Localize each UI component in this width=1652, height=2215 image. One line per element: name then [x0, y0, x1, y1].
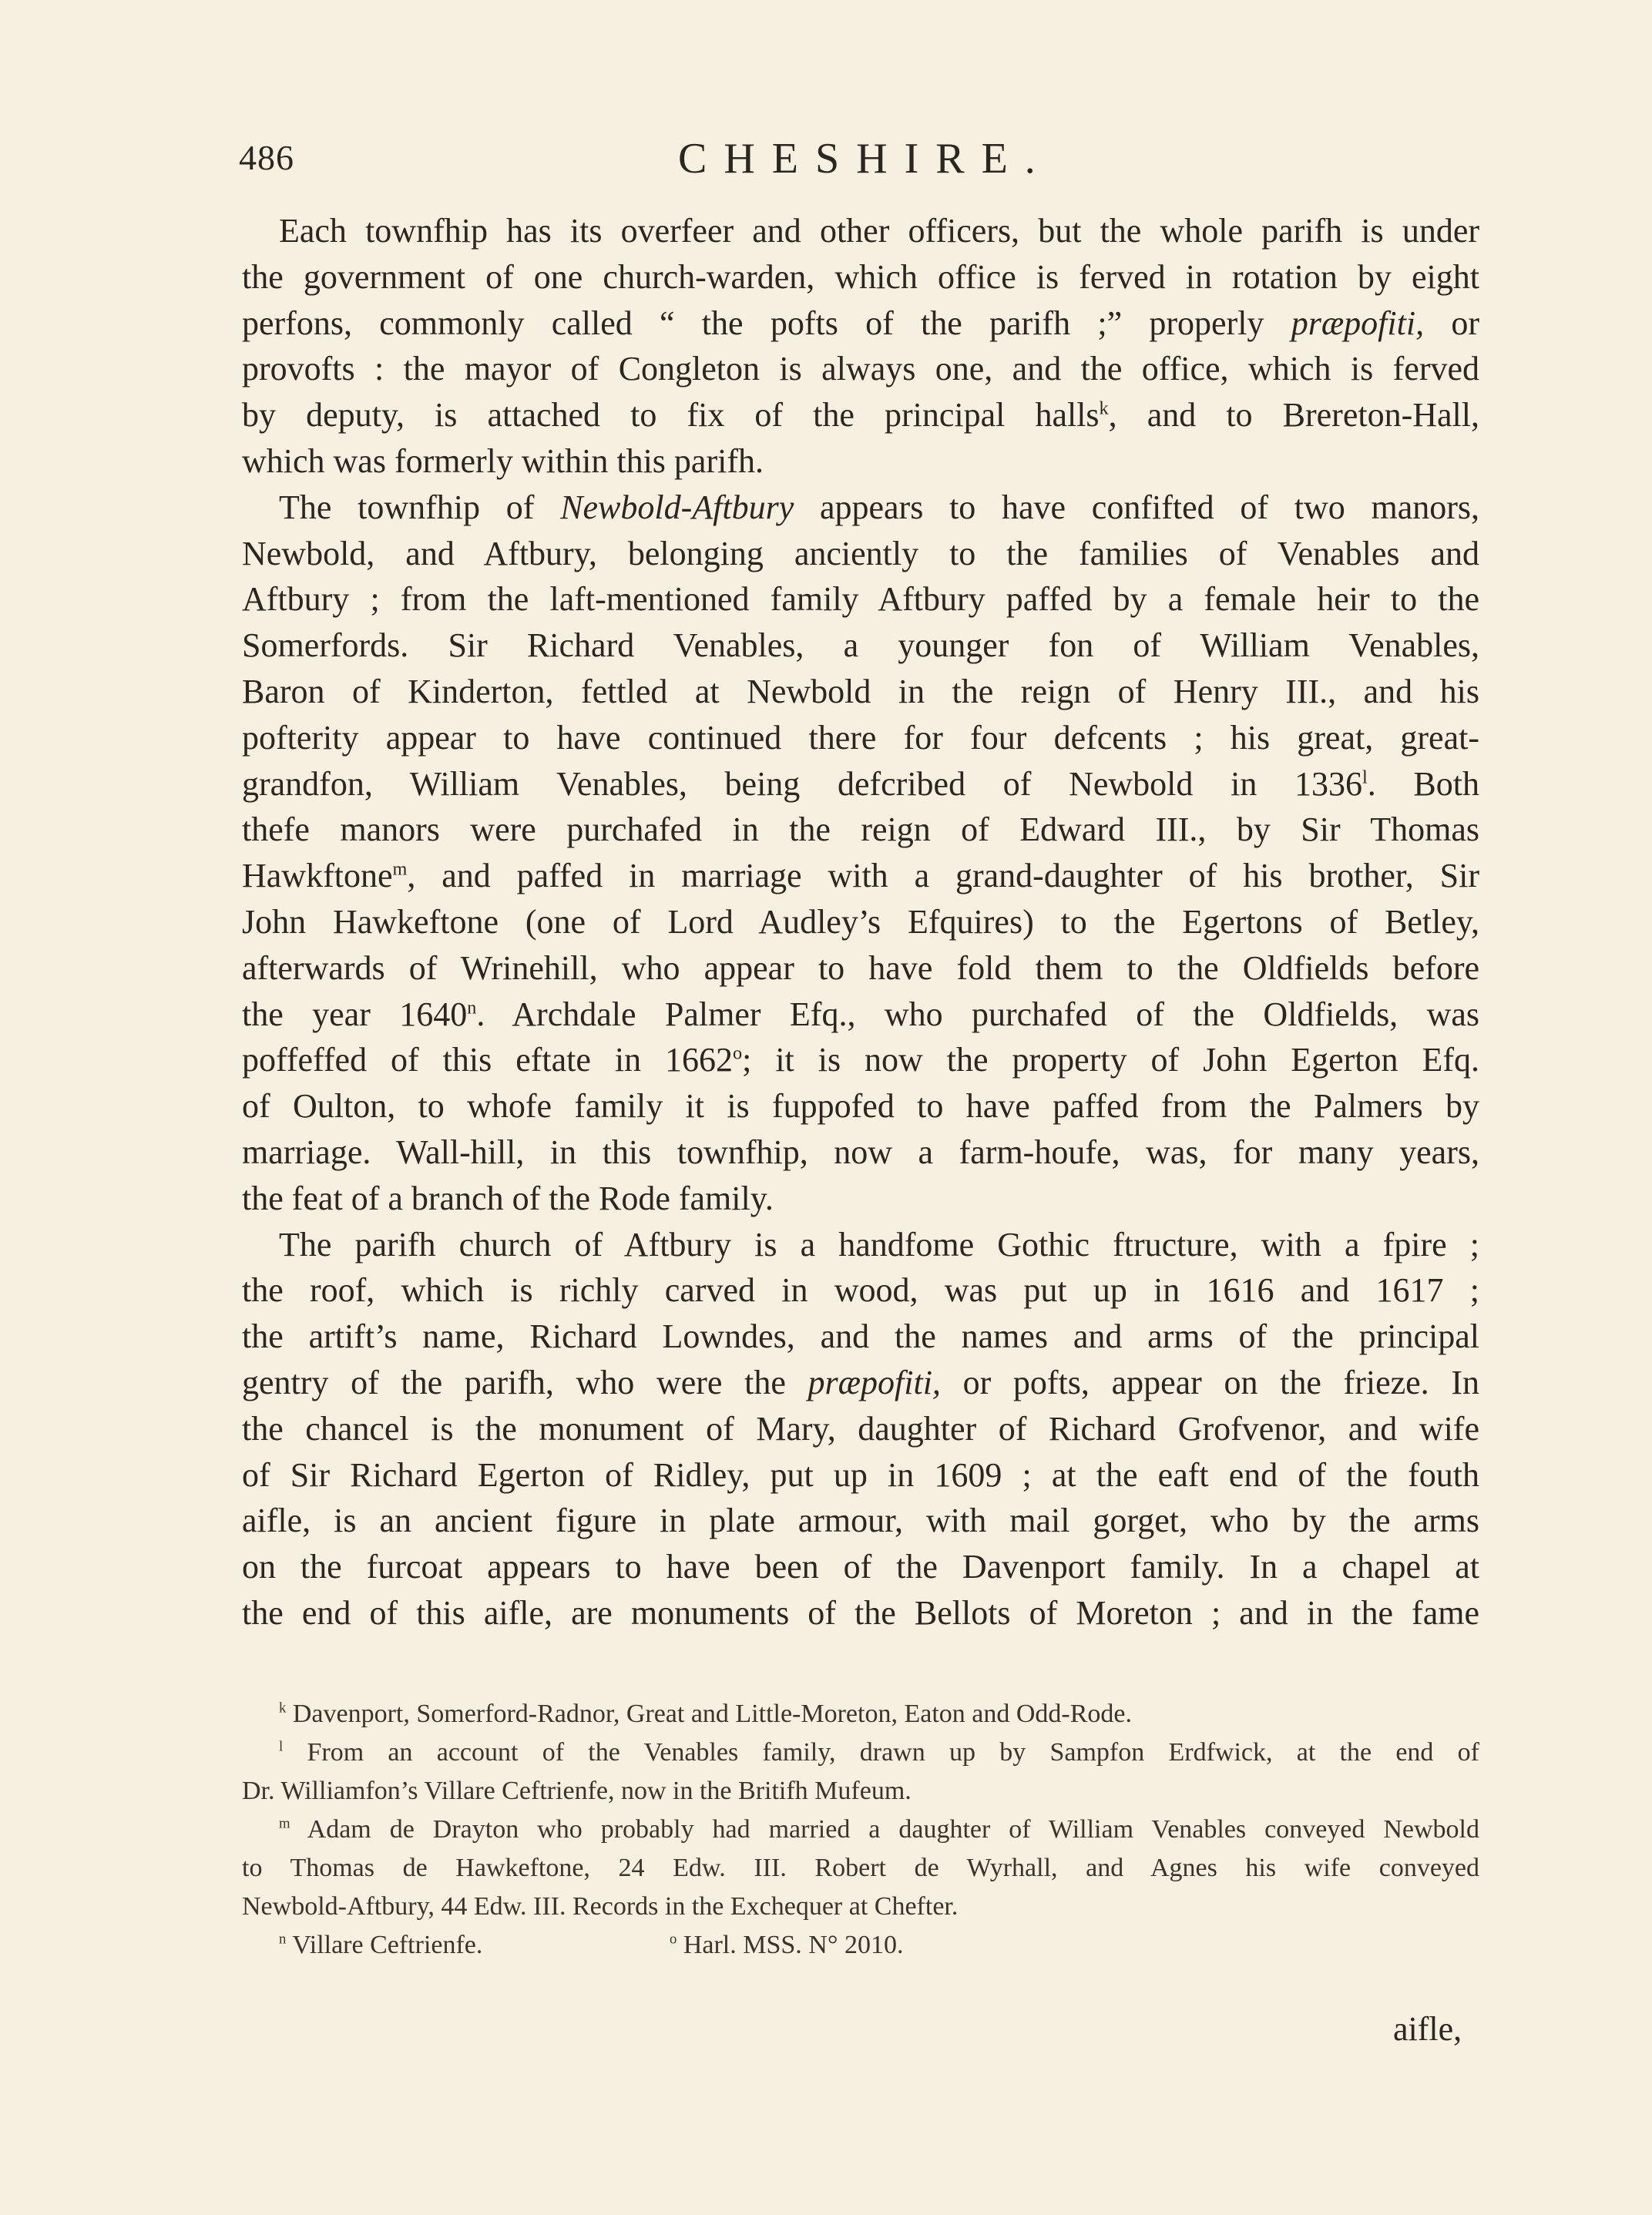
text-line: the chancel is the monument of Mary, daughter of Richard Grofvenor, and wife: [242, 1409, 1479, 1448]
footnote-n-o: [242, 1926, 1479, 1965]
footnote-n: $^n$ Villare Ceftrienfe.: [279, 1931, 483, 1959]
text-line: afterwards of Wrinehill, who appear to have fold them to the Oldfields before: [242, 948, 1479, 987]
text-line: the roof, which is richly carved in wood, was put up in 1616 and 1617 ;: [242, 1271, 1479, 1310]
text-line: poffeffed of this eftate in 1662$^o$; it is now the property of John Egerton Efq.: [242, 1041, 1479, 1079]
text-line: on the furcoat appears to have been of the Davenport family. In a chapel at: [242, 1548, 1479, 1586]
text-line: grandfon, William Venables, being defcribed of Newbold in 1336$^l$. Both: [242, 764, 1479, 803]
catchword: aifle,: [1393, 2010, 1462, 2048]
text-line: the artift’s name, Richard Lowndes, and the names and arms of the principal: [242, 1317, 1479, 1356]
text-line: pofterity appear to have continued there for four defcents ; his great, great-: [242, 718, 1479, 757]
footnote-l-continued: Dr. Williamfon’s Villare Ceftrienfe, now in the Britifh Mufeum.: [242, 1777, 912, 1805]
page-title: CHESHIRE.: [678, 135, 1053, 183]
text-line: Aftbury ; from the laft-mentioned family Aftbury paffed by a female heir to the: [242, 580, 1479, 619]
text-line: gentry of the parifh, who were the præpofiti, or pofts, appear on the frieze. In: [242, 1363, 1479, 1401]
text-line: Baron of Kinderton, fettled at Newbold in the reign of Henry III., and his: [242, 672, 1479, 710]
footnote-m: $^m$ Adam de Drayton who probably had married a daughter of William Venables conveyed Newbold: [279, 1815, 1479, 1844]
text-line: thefe manors were purchafed in the reign of Edward III., by Sir Thomas: [242, 810, 1479, 849]
page-number: 486: [239, 138, 294, 177]
text-line: provofts : the mayor of Congleton is always one, and the office, which is ferved: [242, 350, 1479, 388]
text-line: aifle, is an ancient figure in plate armour, with mail gorget, who by the arms: [242, 1502, 1479, 1540]
body-text: [242, 208, 1479, 1636]
text-line: John Hawkeftone (one of Lord Audley’s Efquires) to the Egertons of Betley,: [242, 902, 1479, 941]
text-line: the year 1640$^n$. Archdale Palmer Efq., who purchafed of the Oldfields, was: [242, 995, 1479, 1033]
text-line: of Sir Richard Egerton of Ridley, put up in 1609 ; at the eaft end of the fouth: [242, 1455, 1479, 1494]
footnotes: [242, 1695, 1479, 1965]
text-line: Somerfords. Sir Richard Venables, a younger fon of William Venables,: [242, 626, 1479, 665]
footnote-m-continued-2: Newbold-Aftbury, 44 Edw. III. Records in the Exchequer at Chefter.: [242, 1892, 959, 1921]
text-line: which was formerly within this parifh.: [242, 441, 764, 480]
text-line: Newbold, and Aftbury, belonging anciently to the families of Venables and: [242, 534, 1479, 572]
running-head: [239, 137, 1479, 191]
footnote-o: $^o$ Harl. MSS. N° 2010.: [670, 1931, 904, 1959]
text-line: by deputy, is attached to fix of the principal halls$^k$, and to Brereton-Hall,: [242, 396, 1479, 435]
text-line: The townfhip of Newbold-Aftbury appears to have confifted of two manors,: [279, 488, 1479, 526]
text-line: the government of one church-warden, which office is ferved in rotation by eight: [242, 257, 1479, 296]
text-line: the feat of a branch of the Rode family.: [242, 1179, 774, 1217]
footnote-l: $^l$ From an account of the Venables family, drawn up by Sampfon Erdfwick, at the end of: [279, 1738, 1479, 1767]
text-line: Each townfhip has its overfeer and other officers, but the whole parifh is under: [279, 212, 1479, 250]
text-line: of Oulton, to whofe family it is fuppofed to have paffed from the Palmers by: [242, 1087, 1479, 1126]
text-line: marriage. Wall-hill, in this townfhip, now a farm-houfe, was, for many years,: [242, 1133, 1479, 1171]
footnote-m-continued: to Thomas de Hawkeftone, 24 Edw. III. Robert de Wyrhall, and Agnes his wife conveyed: [242, 1854, 1479, 1882]
text-line: The parifh church of Aftbury is a handfome Gothic ftructure, with a fpire ;: [279, 1225, 1479, 1264]
text-line: the end of this aifle, are monuments of the Bellots of Moreton ; and in the fame: [242, 1593, 1479, 1632]
text-line: Hawkftone$^m$, and paffed in marriage with a grand-daughter of his brother, Sir: [242, 857, 1479, 895]
text-line: perfons, commonly called “ the pofts of the parifh ;” properly præpofiti, or: [242, 304, 1479, 342]
footnote-k: $^k$ Davenport, Somerford-Radnor, Great and Little-Moreton, Eaton and Odd-Rode.: [279, 1700, 1133, 1728]
